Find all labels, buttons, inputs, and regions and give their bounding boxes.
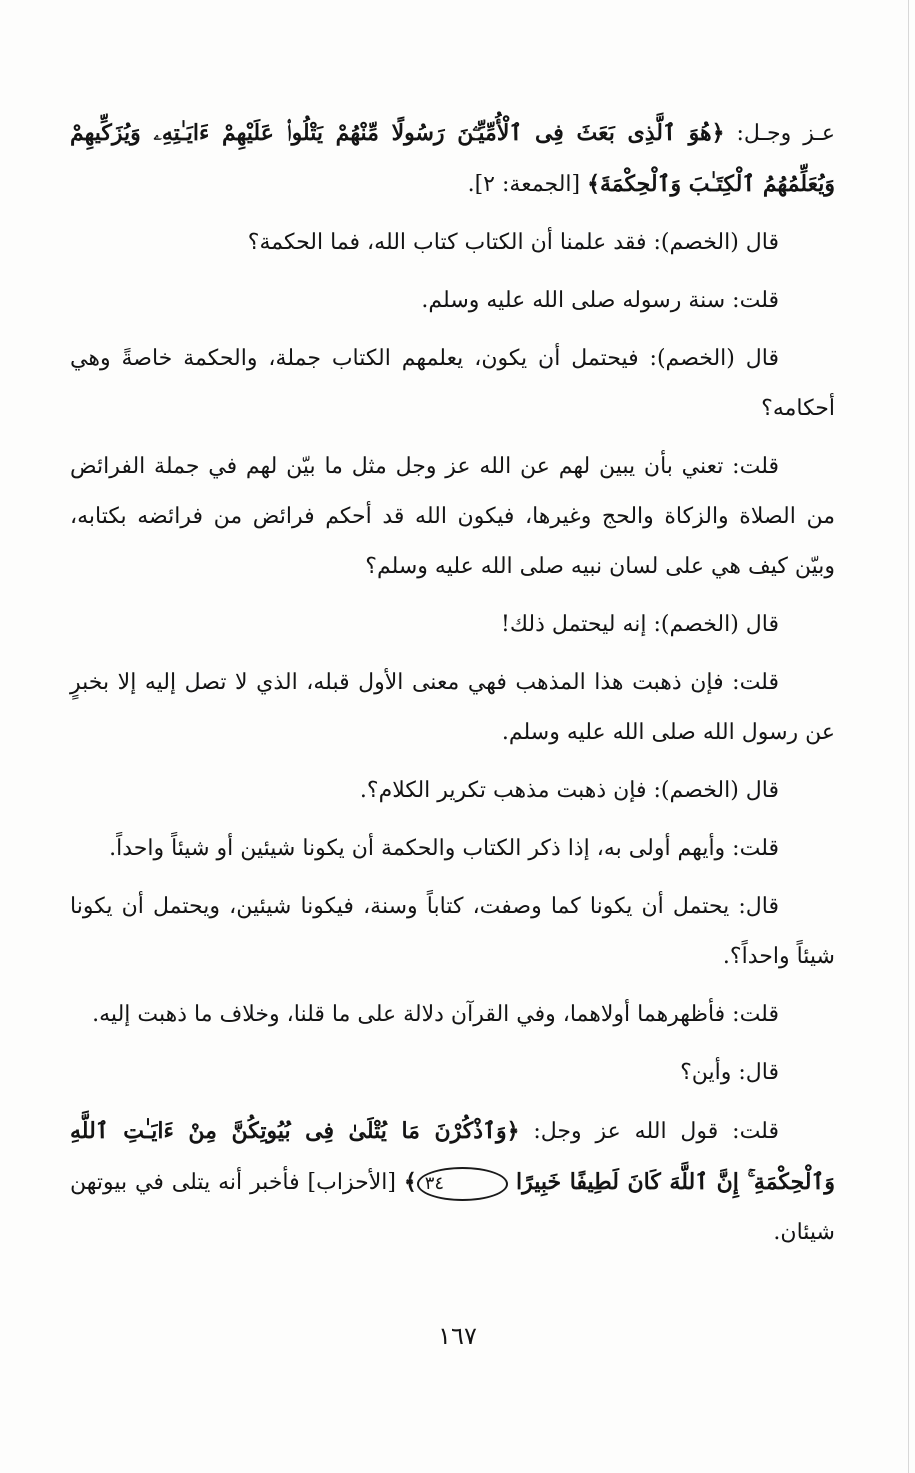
paragraph-11: قلت: فأظهرهما أولاهما، وفي القرآن دلالة على ما قلنا، وخلاف ما ذهبت إليه.	[92, 1002, 779, 1027]
body-text	[70, 108, 835, 1266]
paragraph-1-reference: [الجمعة: ٢].	[467, 172, 588, 197]
paragraph-5: قلت: تعني بأن يبين لهم عن الله عز وجل مثل ما بيّن لهم في جملة الفرائض من الصلاة والزكاة والحج وغيرها، فيكون الله قد أحكم فرائض من فرائضه بكتابه، وبيّن كيف هي على لسان نبيه صلى الله عليه وسلم؟	[70, 454, 835, 579]
quran-close-bracket: ﴾	[403, 1169, 417, 1195]
paragraph-4: قال (الخصم): فيحتمل أن يكون، يعلمهم الكتاب جملة، والحكمة خاصةً وهي أحكامه؟	[70, 346, 835, 421]
paragraph-1	[70, 108, 835, 210]
quran-verse-jumuah: ﴿هُوَ ٱلَّذِى بَعَثَ فِى ٱلْأُمِّيِّـۧنَ رَسُولًا مِّنْهُمْ يَتْلُوا۟ عَلَيْهِمْ ءَايَـٰتِهِۦ وَيُزَكِّيهِمْ وَيُعَلِّمُهُمُ ٱلْكِتَـٰبَ وَٱلْحِكْمَةَ﴾	[70, 120, 835, 197]
paragraph-13-lead: قلت: قول الله عز وجل:	[519, 1119, 779, 1144]
quran-verse-ahzab: ﴿وَٱذْكُرْنَ مَا يُتْلَىٰ فِى بُيُوتِكُنَّ مِنْ ءَايَـٰتِ ٱللَّهِ وَٱلْحِكْمَةِ ۚ إِنَّ ٱللَّهَ كَانَ لَطِيفًا خَبِيرًا	[70, 1118, 835, 1195]
paragraph-7: قلت: فإن ذهبت هذا المذهب فهي معنى الأول قبله، الذي لا تصل إليه إلا بخبرٍ عن رسول الله صلى الله عليه وسلم.	[70, 670, 835, 745]
paragraph-9: قلت: وأيهم أولى به، إذا ذكر الكتاب والحكمة أن يكونا شيئين أو شيئاً واحداً.	[109, 836, 779, 861]
paragraph-3: قلت: سنة رسوله صلى الله عليه وسلم.	[421, 288, 779, 313]
paragraph-10: قال: يحتمل أن يكونا كما وصفت، كتاباً وسنة، فيكونا شيئين، ويحتمل أن يكونا شيئاً واحداً؟.	[70, 894, 835, 969]
paragraph-6: قال (الخصم): إنه ليحتمل ذلك!	[501, 612, 779, 637]
page-number: ١٦٧	[438, 1322, 477, 1350]
paragraph-8: قال (الخصم): فإن ذهبت مذهب تكرير الكلام؟.	[359, 778, 779, 803]
paragraph-12: قال: وأين؟	[680, 1060, 779, 1085]
paragraph-13	[70, 1106, 835, 1258]
page-edge-line	[908, 0, 909, 1473]
paragraph-13-tail: [الأحزاب] فأخبر أنه يتلى في بيوتهن شيئان.	[70, 1170, 835, 1245]
ayah-number-marker: ٣٤	[417, 1167, 508, 1201]
paragraph-2: قال (الخصم): فقد علمنا أن الكتاب كتاب الله، فما الحكمة؟	[247, 230, 779, 255]
paragraph-1-lead: عـز وجـل:	[724, 121, 835, 146]
